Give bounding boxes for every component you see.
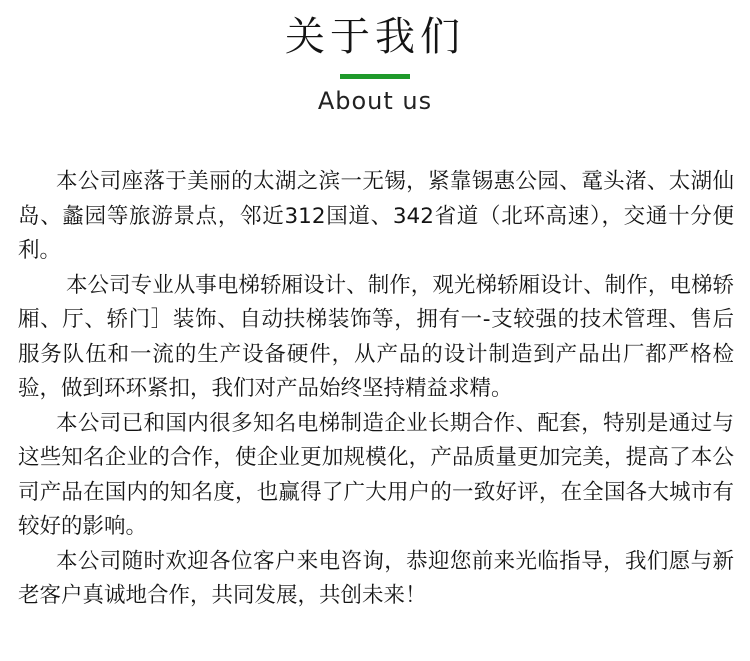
title-accent-bar bbox=[340, 74, 410, 79]
paragraph-business: 本公司专业从事电梯轿厢设计、制作，观光梯轿厢设计、制作，电梯轿厢、厅、轿门］装饰、自动扶梯装饰等，拥有一-支较强的技术管理、售后服务队伍和一流的生产设备硬件，从产品的设计制造到产品出厂都严格检验，做到环环紧扣，我们对产品始终坚持精益求精。 bbox=[18, 272, 734, 401]
paragraph-location: 本公司座落于美丽的太湖之滨一无锡，紧靠锡惠公园、鼋头渚、太湖仙岛、蠡园等旅游景点，邻近312国道、342省道（北环高速），交通十分便利。 bbox=[18, 169, 734, 263]
paragraph-partnerships: 本公司已和国内很多知名电梯制造企业长期合作、配套，特别是通过与这些知名企业的合作，使企业更加规模化，产品质量更加完美，提高了本公司产品在国内的知名度，也赢得了广大用户的一致好评，在全国各大城市有较好的影响。 bbox=[18, 410, 734, 539]
about-content bbox=[18, 165, 734, 614]
page-subtitle: About us bbox=[317, 87, 433, 115]
paragraph-welcome: 本公司随时欢迎各位客户来电咨询，恭迎您前来光临指导，我们愿与新老客户真诚地合作，共同发展，共创未来！ bbox=[18, 548, 734, 608]
page-title: 关于我们 bbox=[285, 14, 465, 60]
